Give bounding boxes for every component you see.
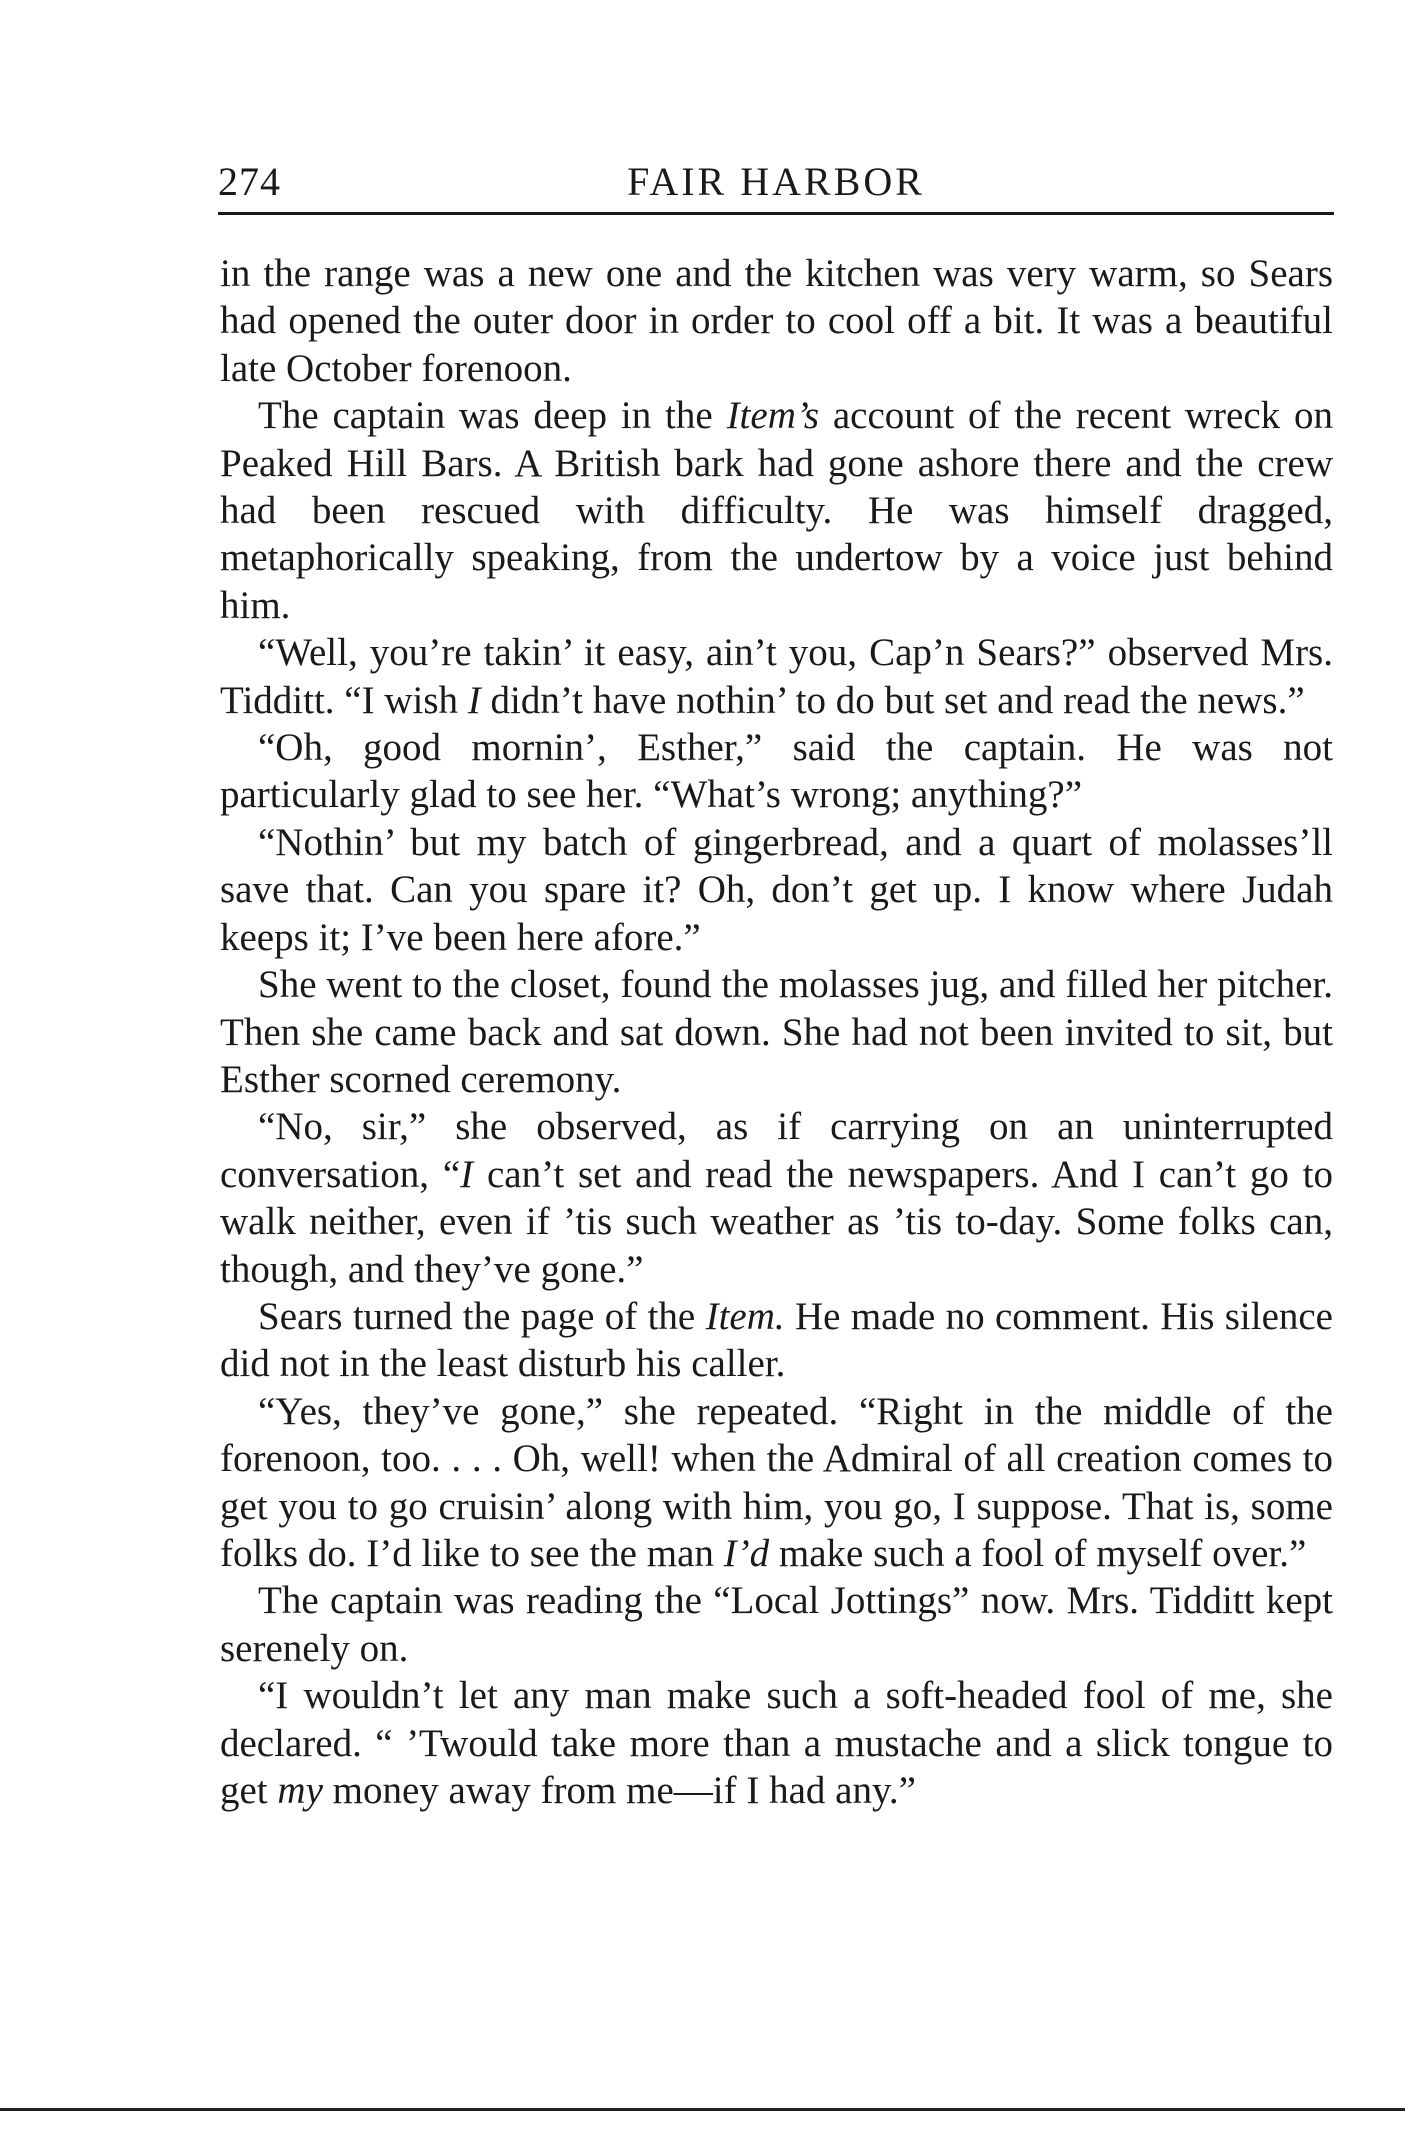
- paragraph: [220, 1577, 1333, 1672]
- italic-run: I: [467, 678, 481, 722]
- paragraph: [220, 1293, 1333, 1388]
- text-run: The captain was reading the “Local Jottings” now. Mrs. Tidditt kept serenely on.: [220, 1579, 1333, 1670]
- paragraph: [220, 392, 1333, 629]
- paragraph: [220, 819, 1333, 961]
- italic-run: Item.: [705, 1294, 785, 1338]
- text-run: make such a fool of myself over.”: [769, 1531, 1307, 1575]
- page-number: 274: [218, 159, 281, 204]
- italic-run: I’d: [723, 1531, 770, 1575]
- paragraph: [220, 961, 1333, 1103]
- paragraph: [220, 629, 1333, 724]
- italic-run: my: [277, 1769, 323, 1812]
- italic-run: Item’s: [726, 394, 819, 438]
- text-run: “Oh, good mornin’, Esther,” said the captain. He was not particularly glad to see her. “What’s wrong; anything?”: [220, 726, 1333, 817]
- text-run: “Well, you’re takin’ it easy, ain’t you, Cap’n Sears?” observed Mrs. Tidditt. “I wish: [220, 631, 1333, 722]
- paragraph: [220, 724, 1333, 819]
- paragraph: [220, 1672, 1333, 1814]
- text-run: She went to the closet, found the molasses jug, and filled her pitcher. Then she came back and sat down. She had not been invited to sit, but Esther scorned ceremony.: [220, 963, 1333, 1101]
- text-run: Sears turned the page of the: [258, 1294, 706, 1338]
- running-head: [218, 150, 1334, 210]
- header-rule: [218, 212, 1334, 215]
- text-run: account of the recent wreck on Peaked Hill Bars. A British bark had gone ashore there and the crew had been rescued with difficulty. He was himself dragged, metaphorically speaking, from the undertow by a voice just behind him.: [220, 394, 1333, 627]
- text-run: “Nothin’ but my batch of gingerbread, and a quart of molasses’ll save that. Can you spare it? Oh, don’t get up. I know where Judah keeps it; I’ve been here afore.”: [220, 820, 1333, 959]
- text-run: in the range was a new one and the kitchen was very warm, so Sears had opened the outer door in order to cool off a bit. It was a beautiful late October forenoon.: [220, 252, 1333, 390]
- paragraph: [220, 1388, 1333, 1578]
- text-run: can’t set and read the newspapers. And I can’t go to walk neither, even if ’tis such weather as ’tis to-day. Some folks can, though, and they’ve gone.”: [220, 1152, 1334, 1291]
- text-run: The captain was deep in the: [258, 394, 727, 438]
- body-text: [220, 250, 1333, 1814]
- scan-edge-rule: [0, 2108, 1405, 2111]
- text-run: money away from me—if I had any.”: [322, 1769, 916, 1812]
- text-run: He made no comment. His silence did not in the least disturb his caller.: [220, 1294, 1333, 1386]
- text-run: didn’t have nothin’ to do but set and read the news.”: [480, 678, 1305, 722]
- text-run: “No, sir,” she observed, as if carrying on an uninterrupted conversation, “: [220, 1105, 1333, 1196]
- paragraph: [220, 1103, 1333, 1293]
- running-title: FAIR HARBOR: [627, 159, 925, 204]
- text-run: “I wouldn’t let any man make such a soft-headed fool of me, she declared. “ ’Twould take more than a mustache and a slick tongue to get: [220, 1674, 1333, 1812]
- paragraph: [220, 250, 1333, 392]
- italic-run: I: [460, 1152, 474, 1196]
- text-run: “Yes, they’ve gone,” she repeated. “Right in the middle of the forenoon, too. . . . Oh, well! when the Admiral of all creation comes to get you to go cruisin’ along with him, you go, I suppose. That is, some folks do. I’d like to see the man: [220, 1389, 1333, 1575]
